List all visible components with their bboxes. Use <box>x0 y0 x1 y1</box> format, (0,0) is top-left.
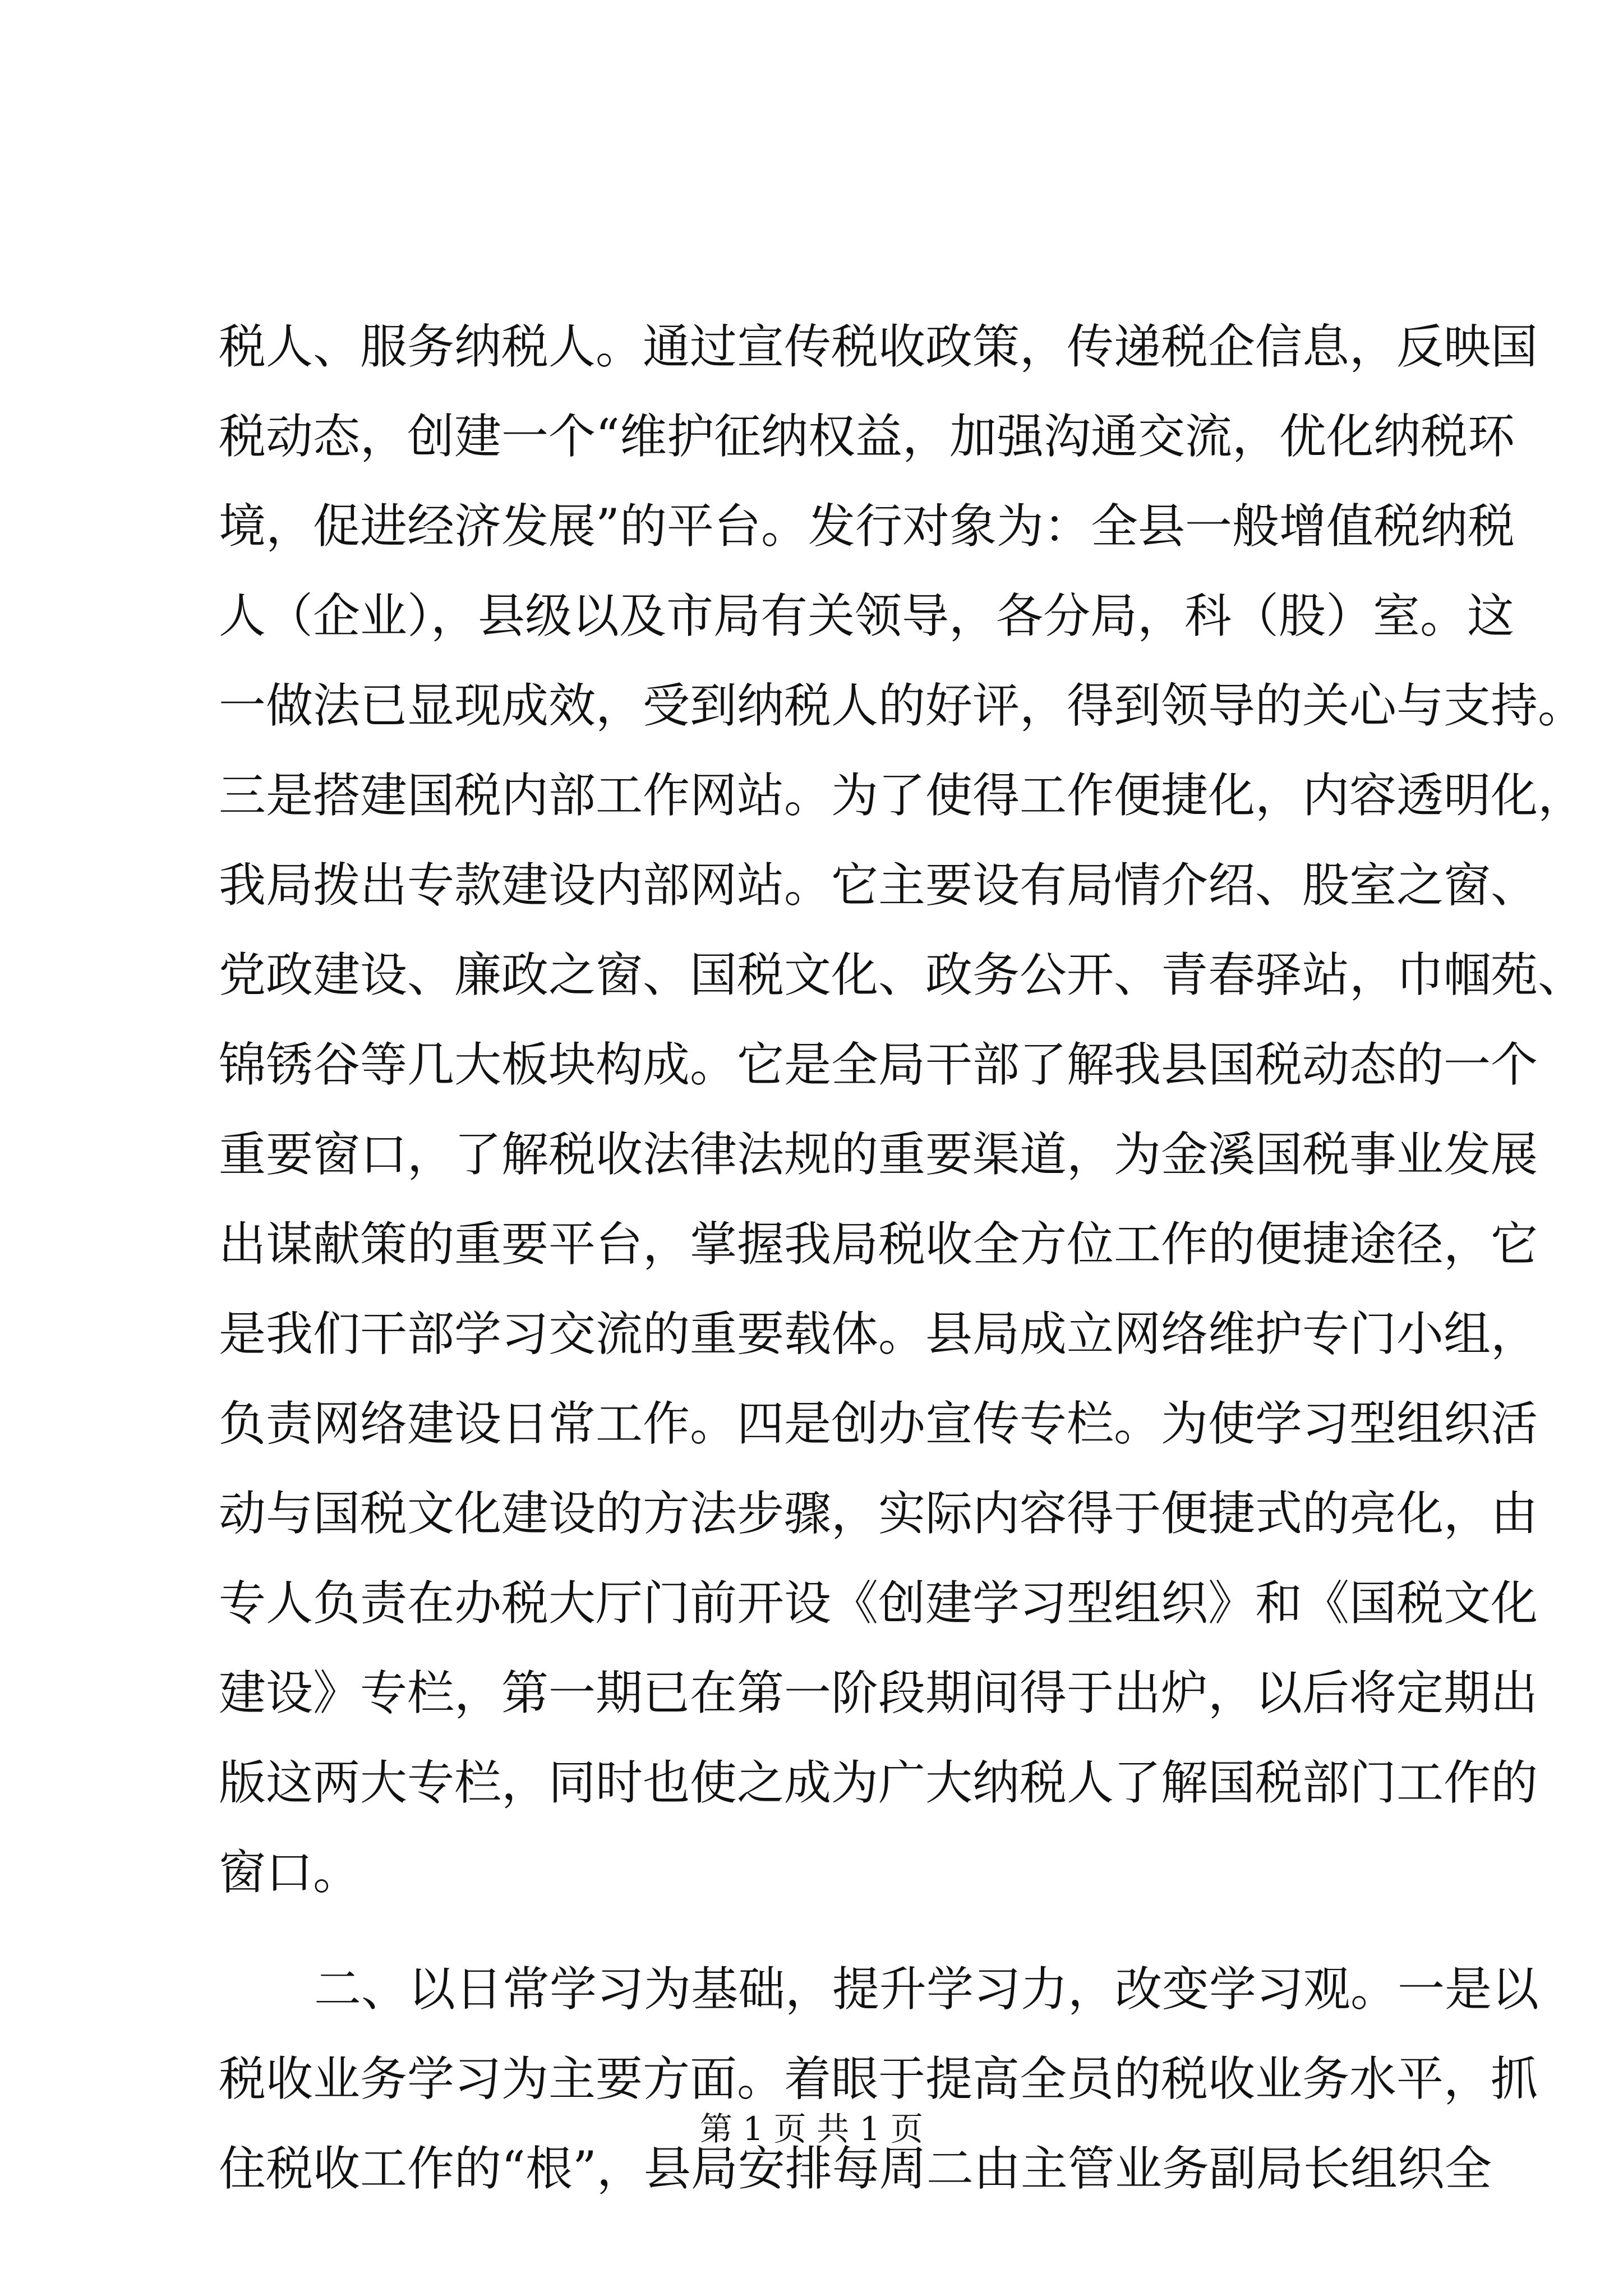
text-line: 建设》专栏，第一期已在第一阶段期间得于出炉，以后将定期出 <box>219 1665 1538 1720</box>
text-line: 住税收工作的“根”，县局安排每周二由主管业务副局长组织全 <box>219 2141 1492 2196</box>
text-line: 负责网络建设日常工作。四是创办宣传专栏。为使学习型组织活 <box>219 1396 1538 1451</box>
text-line: 版这两大专栏，同时也使之成为广大纳税人了解国税部门工作的 <box>219 1755 1538 1810</box>
text-line: 党政建设、廉政之窗、国税文化、政务公开、青春驿站，巾帼苑、 <box>219 947 1585 1002</box>
text-line: 税人、服务纳税人。通过宣传税收政策，传递税企信息，反映国 <box>219 319 1538 374</box>
text-line: 境，促进经济发展”的平台。发行对象为：全县一般增值税纳税 <box>219 499 1515 554</box>
text-line: 二、以日常学习为基础，提升学习力，改变学习观。一是以 <box>314 1962 1539 2017</box>
text-line: 税收业务学习为主要方面。着眼于提高全员的税收业务水平，抓 <box>219 2051 1538 2106</box>
paragraph-2 <box>219 1944 1539 2214</box>
text-line: 窗口。 <box>219 1845 361 1900</box>
paragraph-1 <box>219 302 1585 1917</box>
text-line: 三是搭建国税内部工作网站。为了使得工作便捷化，内容透明化， <box>219 768 1585 823</box>
text-line: 重要窗口，了解税收法律法规的重要渠道，为金溪国税事业发展 <box>219 1127 1538 1182</box>
text-line: 动与国税文化建设的方法步骤，实际内容得于便捷式的亮化，由 <box>219 1486 1538 1541</box>
text-line: 税动态，创建一个“维护征纳权益，加强沟通交流，优化纳税环 <box>219 409 1515 464</box>
text-line: 是我们干部学习交流的重要载体。县局成立网络维护专门小组， <box>219 1306 1538 1361</box>
paragraph-spacer <box>219 1917 1408 1944</box>
text-line: 我局拨出专款建设内部网站。它主要设有局情介绍、股室之窗、 <box>219 858 1538 913</box>
document-body <box>219 302 1585 2214</box>
text-line: 专人负责在办税大厅门前开设《创建学习型组织》和《国税文化 <box>219 1576 1538 1631</box>
text-line: 锦锈谷等几大板块构成。它是全局干部了解我县国税动态的一个 <box>219 1037 1538 1092</box>
text-line: 人（企业），县级以及市局有关领导，各分局，科（股）室。这 <box>219 588 1515 643</box>
page-footer <box>0 2106 1623 2151</box>
text-line: 一做法已显现成效，受到纳税人的好评，得到领导的关心与支持。 <box>219 678 1585 733</box>
page-number: 第 1 页 共 1 页 <box>700 2110 923 2148</box>
text-line: 出谋献策的重要平台，掌握我局税收全方位工作的便捷途径，它 <box>219 1217 1538 1272</box>
